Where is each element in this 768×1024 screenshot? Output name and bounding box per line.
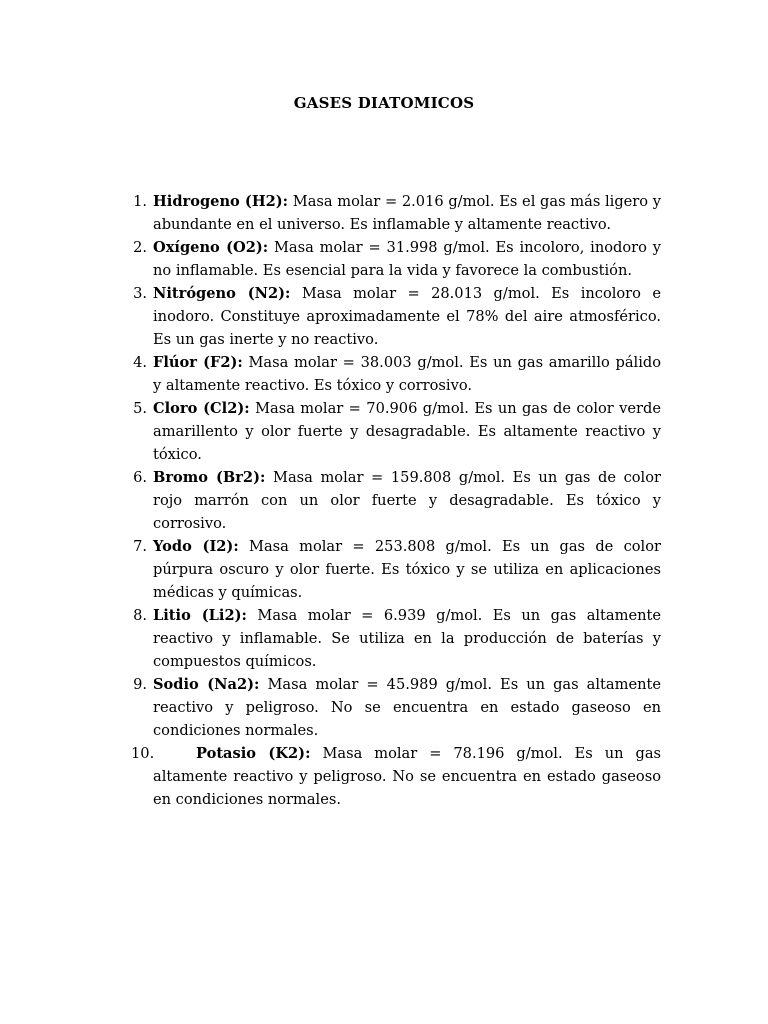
list-item	[0, 351, 768, 397]
gas-description: Masa molar = 45.989 g/mol. Es un gas altamente reactivo y peligroso. No se encuentra en estado gaseoso en condiciones normales.	[153, 676, 661, 739]
list-item-text	[153, 397, 661, 466]
list-item-number: 4.	[133, 354, 147, 371]
list-item-text	[153, 535, 661, 604]
list-item-text	[153, 282, 661, 351]
gas-name: Yodo (I2):	[153, 538, 239, 555]
gas-description: Masa molar = 78.196 g/mol. Es un gas altamente reactivo y peligroso. No se encuentra en estado gaseoso en condiciones normales.	[153, 745, 662, 808]
list-item	[0, 466, 768, 535]
list-item	[0, 190, 768, 236]
gas-name: Oxígeno (O2):	[153, 239, 269, 256]
gas-description: Masa molar = 2.016 g/mol. Es el gas más ligero y abundante en el universo. Es inflamable y altamente reactivo.	[153, 193, 662, 233]
gas-description: Masa molar = 31.998 g/mol. Es incoloro, inodoro y no inflamable. Es esencial para la vida y favorece la combustión.	[153, 239, 662, 279]
list-item-number: 9.	[133, 676, 147, 693]
list-item-text	[153, 742, 661, 811]
list-item-text	[153, 236, 661, 282]
gas-description: Masa molar = 253.808 g/mol. Es un gas de color púrpura oscuro y olor fuerte. Es tóxico y se utiliza en aplicaciones médicas y químicas.	[153, 538, 661, 601]
list-item-number: 3.	[133, 285, 147, 302]
gas-description: Masa molar = 38.003 g/mol. Es un gas amarillo pálido y altamente reactivo. Es tóxico y corrosivo.	[153, 354, 662, 394]
gas-list	[0, 190, 768, 811]
list-item-text	[153, 604, 661, 673]
list-item	[0, 397, 768, 466]
list-item-number: 8.	[133, 607, 147, 624]
list-item-number: 2.	[133, 239, 147, 256]
list-item	[0, 604, 768, 673]
list-item-number: 10.	[131, 745, 155, 762]
list-item-number: 5.	[133, 400, 147, 417]
gas-name: Hidrogeno (H2):	[153, 193, 289, 210]
list-item	[0, 236, 768, 282]
gas-name: Litio (Li2):	[153, 607, 247, 624]
list-item-text	[153, 190, 661, 236]
list-item	[0, 742, 768, 811]
list-item	[0, 282, 768, 351]
list-item-text	[153, 466, 661, 535]
list-item	[0, 673, 768, 742]
document-title: GASES DIATOMICOS	[293, 94, 475, 112]
gas-name: Potasio (K2):	[196, 745, 311, 762]
gas-name: Sodio (Na2):	[153, 676, 260, 693]
gas-description: Masa molar = 28.013 g/mol. Es incoloro e inodoro. Constituye aproximadamente el 78% del aire atmosférico. Es un gas inerte y no reactivo.	[153, 285, 661, 348]
gas-name: Flúor (F2):	[153, 354, 243, 371]
gas-description: Masa molar = 6.939 g/mol. Es un gas altamente reactivo y inflamable. Se utiliza en la producción de baterías y compuestos químicos.	[153, 607, 662, 670]
list-item-number: 7.	[133, 538, 147, 555]
list-item-text	[153, 351, 661, 397]
gas-name: Cloro (Cl2):	[153, 400, 250, 417]
gas-name: Nitrógeno (N2):	[153, 285, 291, 302]
gas-name: Bromo (Br2):	[153, 469, 266, 486]
gas-description: Masa molar = 70.906 g/mol. Es un gas de color verde amarillento y olor fuerte y desagradable. Es altamente reactivo y tóxico.	[153, 400, 661, 463]
list-item-number: 1.	[133, 193, 147, 210]
list-item-number: 6.	[133, 469, 147, 486]
gas-description: Masa molar = 159.808 g/mol. Es un gas de color rojo marrón con un olor fuerte y desagradable. Es tóxico y corrosivo.	[153, 469, 661, 532]
list-item-text	[153, 673, 661, 742]
list-item	[0, 535, 768, 604]
